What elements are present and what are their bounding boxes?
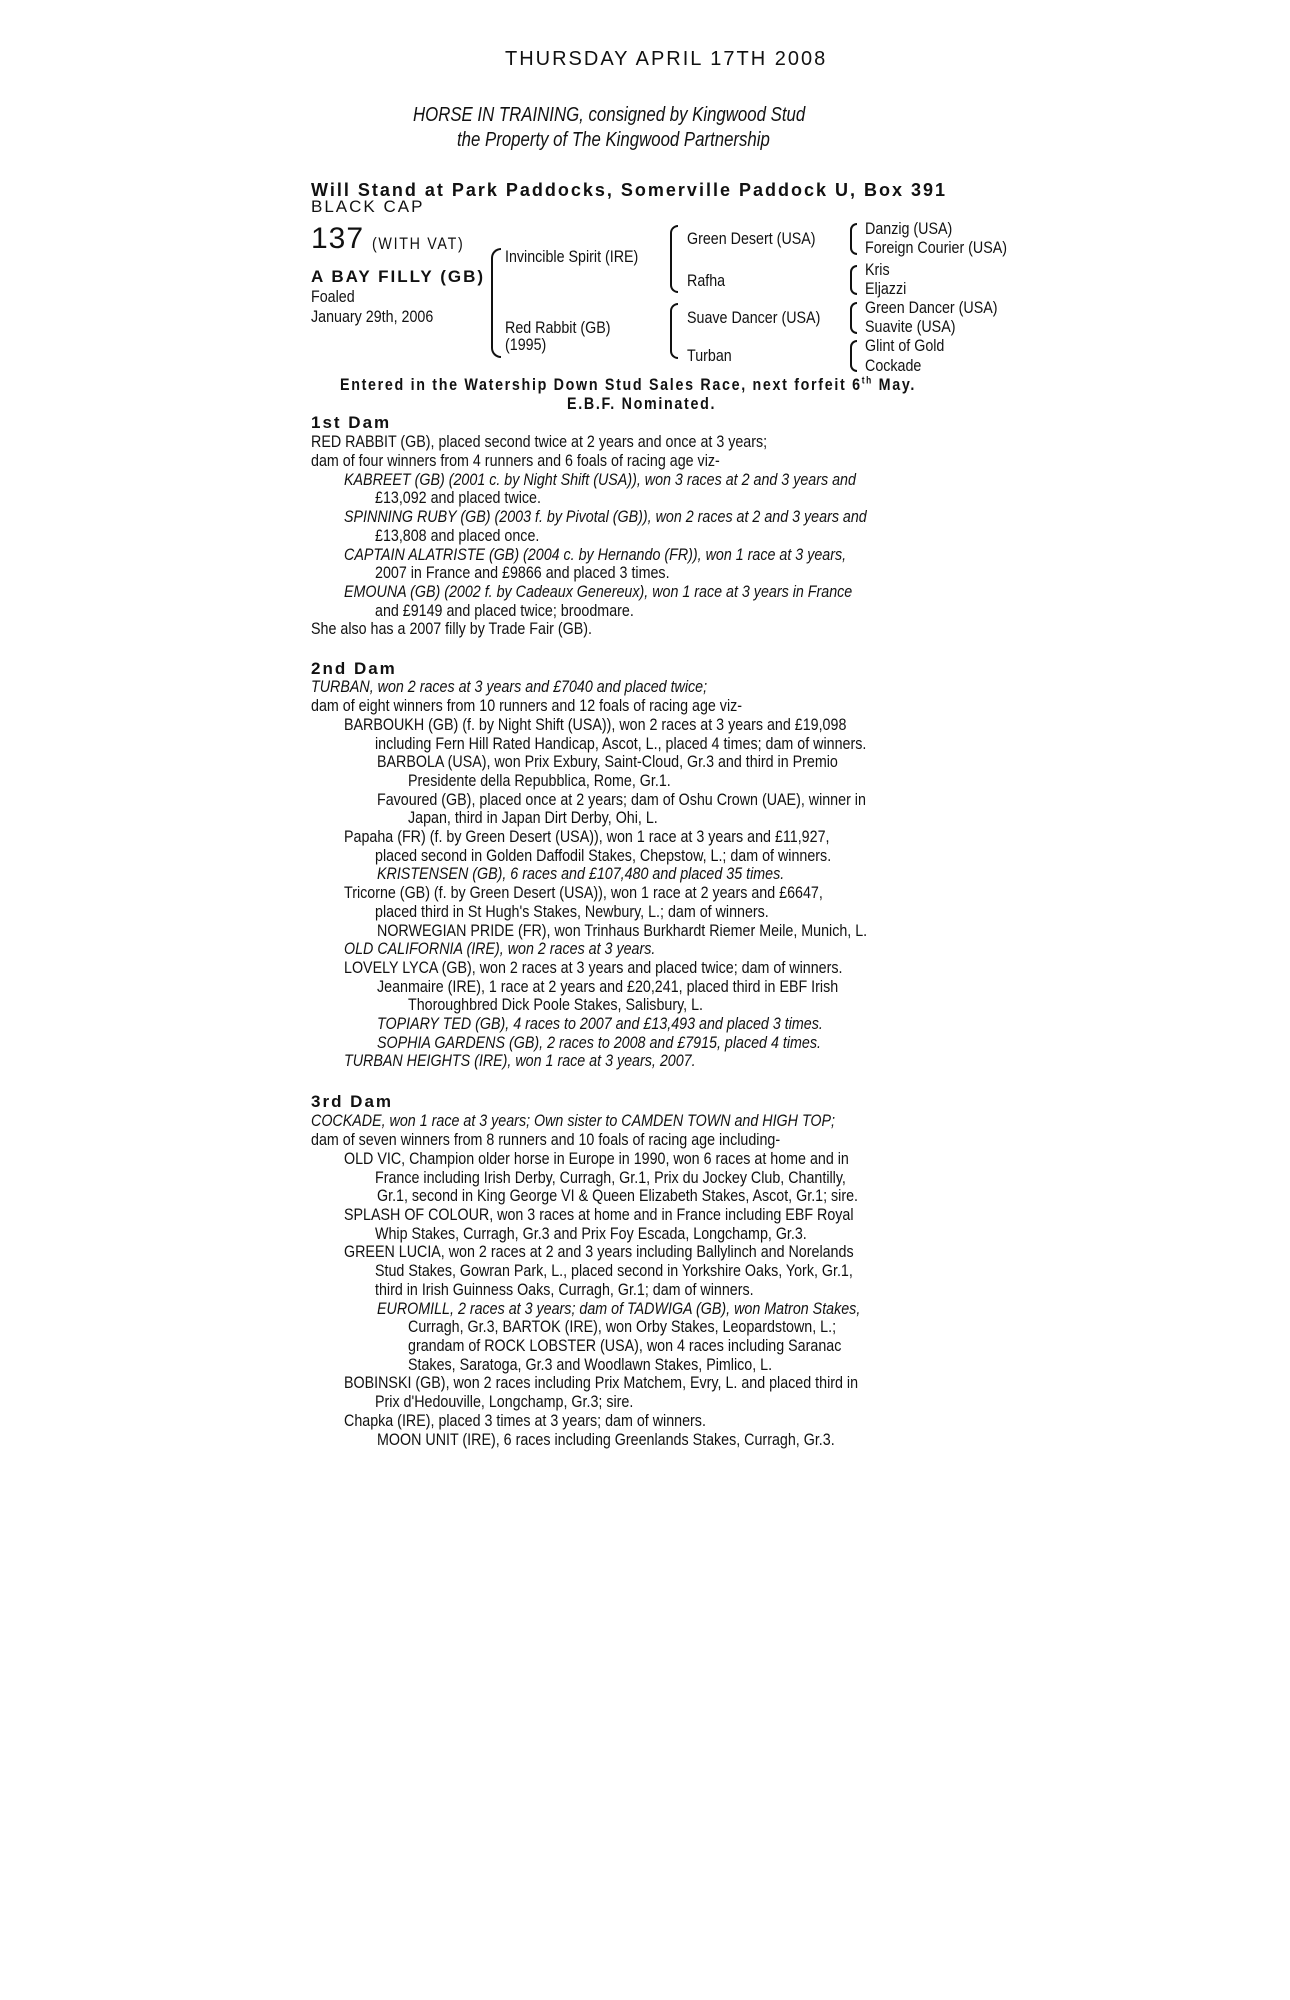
second-dam-line: including Fern Hill Rated Handicap, Ascot, L., placed 4 times; dam of winners. [375, 734, 867, 753]
pedigree-g7: Glint of Gold [865, 336, 945, 355]
second-dam-line: dam of eight winners from 10 runners and 12 foals of racing age viz- [311, 696, 743, 715]
third-dam-line: dam of seven winners from 8 runners and 10 foals of racing age including- [311, 1130, 781, 1149]
first-dam-line: EMOUNA (GB) (2002 f. by Cadeaux Genereux), won 1 race at 3 years in France [344, 582, 853, 601]
pedigree-sire-dam: Rafha [687, 271, 726, 290]
first-dam-line: 2007 in France and £9866 and placed 3 times. [375, 563, 670, 582]
second-dam-line: Favoured (GB), placed once at 2 years; dam of Oshu Crown (UAE), winner in [377, 790, 866, 809]
second-dam-line: LOVELY LYCA (GB), won 2 races at 3 years and placed twice; dam of winners. [344, 958, 843, 977]
second-dam-line: KRISTENSEN (GB), 6 races and £107,480 and placed 35 times. [377, 864, 785, 883]
third-dam-heading: 3rd Dam [311, 1092, 394, 1111]
second-dam-line: Tricorne (GB) (f. by Green Desert (USA)), won 1 race at 2 years and £6647, [344, 883, 823, 902]
second-dam-line: OLD CALIFORNIA (IRE), won 2 races at 3 years. [344, 939, 656, 958]
third-dam-line: Chapka (IRE), placed 3 times at 3 years; dam of winners. [344, 1411, 706, 1430]
race-entry-line [340, 375, 916, 395]
horse-name: BLACK CAP [311, 197, 425, 216]
first-dam-line: SPINNING RUBY (GB) (2003 f. by Pivotal (GB)), won 2 races at 2 and 3 years and [344, 507, 867, 526]
g3-brace [850, 302, 857, 334]
second-dam-line: placed third in St Hugh's Stakes, Newbury, L.; dam of winners. [375, 902, 769, 921]
consignment-line-2: the Property of The Kingwood Partnership [457, 129, 770, 151]
g2-brace [850, 265, 857, 295]
race-entry-sup: th [861, 375, 874, 387]
horse-description: A BAY FILLY (GB) [311, 267, 486, 286]
vat-note: (WITH VAT) [372, 234, 465, 253]
lot-number: 137 [311, 222, 365, 255]
first-dam-line: She also has a 2007 filly by Trade Fair (GB). [311, 619, 592, 638]
pedigree-g5: Green Dancer (USA) [865, 298, 998, 317]
third-dam-line: COCKADE, won 1 race at 3 years; Own sister to CAMDEN TOWN and HIGH TOP; [311, 1111, 836, 1130]
pedigree-sire: Invincible Spirit (IRE) [505, 247, 639, 266]
consignment-line-1: HORSE IN TRAINING, consigned by Kingwood Stud [413, 104, 806, 126]
third-dam-line: Stud Stakes, Gowran Park, L., placed second in Yorkshire Oaks, York, Gr.1, [375, 1261, 853, 1280]
second-dam-line: TURBAN HEIGHTS (IRE), won 1 race at 3 years, 2007. [344, 1051, 696, 1070]
foaled-label: Foaled [311, 287, 355, 306]
pedigree-dam: Red Rabbit (GB) [505, 318, 611, 337]
pedigree-dam-dam: Turban [687, 346, 732, 365]
third-dam-line: OLD VIC, Champion older horse in Europe in 1990, won 6 races at home and in [344, 1149, 849, 1168]
third-dam-line: third in Irish Guinness Oaks, Curragh, Gr.1; dam of winners. [375, 1280, 754, 1299]
first-dam-line: and £9149 and placed twice; broodmare. [375, 601, 634, 620]
second-dam-line: placed second in Golden Daffodil Stakes, Chepstow, L.; dam of winners. [375, 846, 832, 865]
pedigree-dam-year: (1995) [505, 335, 547, 354]
third-dam-line: Whip Stakes, Curragh, Gr.3 and Prix Foy Escada, Longchamp, Gr.3. [375, 1224, 807, 1243]
pedigree-g8: Cockade [865, 356, 922, 375]
foaled-date: January 29th, 2006 [311, 307, 434, 326]
second-dam-line: BARBOLA (USA), won Prix Exbury, Saint-Cloud, Gr.3 and third in Premio [377, 752, 838, 771]
second-dam-line: Papaha (FR) (f. by Green Desert (USA)), won 1 race at 3 years and £11,927, [344, 827, 830, 846]
first-dam-line: KABREET (GB) (2001 c. by Night Shift (USA)), won 3 races at 2 and 3 years and [344, 470, 856, 489]
second-dam-line: TOPIARY TED (GB), 4 races to 2007 and £13,493 and placed 3 times. [377, 1014, 823, 1033]
third-dam-line: GREEN LUCIA, won 2 races at 2 and 3 years including Ballylinch and Norelands [344, 1242, 854, 1261]
third-dam-line: SPLASH OF COLOUR, won 3 races at home and in France including EBF Royal [344, 1205, 854, 1224]
first-dam-line: dam of four winners from 4 runners and 6 foals of racing age viz- [311, 451, 720, 470]
first-dam-line: £13,092 and placed twice. [375, 488, 541, 507]
third-dam-line: Prix d'Hedouville, Longchamp, Gr.3; sire. [375, 1392, 634, 1411]
pedigree-g6: Suavite (USA) [865, 317, 956, 336]
second-dam-heading: 2nd Dam [311, 659, 397, 678]
sire-dam-brace [491, 248, 501, 358]
sale-date: THURSDAY APRIL 17TH 2008 [505, 48, 828, 70]
third-dam-line: Curragh, Gr.3, BARTOK (IRE), won Orby Stakes, Leopardstown, L.; [408, 1317, 837, 1336]
pedigree-g1: Danzig (USA) [865, 219, 953, 238]
second-dam-line: Japan, third in Japan Dirt Derby, Ohi, L. [408, 808, 658, 827]
pedigree-g3: Kris [865, 260, 890, 279]
first-dam-heading: 1st Dam [311, 413, 392, 432]
pedigree-g4: Eljazzi [865, 279, 907, 298]
first-dam-line: £13,808 and placed once. [375, 526, 540, 545]
third-dam-line: MOON UNIT (IRE), 6 races including Greenlands Stakes, Curragh, Gr.3. [377, 1430, 835, 1449]
second-dam-line: Presidente della Repubblica, Rome, Gr.1. [408, 771, 671, 790]
third-dam-line: Stakes, Saratoga, Gr.3 and Woodlawn Stakes, Pimlico, L. [408, 1355, 773, 1374]
race-entry-month: May. [873, 375, 917, 394]
stand-location: Will Stand at Park Paddocks, Somerville Paddock U, Box 391 [311, 180, 948, 200]
third-dam-line: grandam of ROCK LOBSTER (USA), won 4 races including Saranac [408, 1336, 842, 1355]
second-dam-line: Thoroughbred Dick Poole Stakes, Salisbury, L. [408, 995, 704, 1014]
first-dam-line: CAPTAIN ALATRISTE (GB) (2004 c. by Hernando (FR)), won 1 race at 3 years, [344, 545, 847, 564]
third-dam-line: Gr.1, second in King George VI & Queen Elizabeth Stakes, Ascot, Gr.1; sire. [377, 1186, 859, 1205]
pedigree-g2: Foreign Courier (USA) [865, 238, 1008, 257]
second-dam-line: NORWEGIAN PRIDE (FR), won Trinhaus Burkhardt Riemer Meile, Munich, L. [377, 921, 868, 940]
dam-parents-brace [670, 303, 678, 359]
pedigree-dam-sire: Suave Dancer (USA) [687, 308, 821, 327]
second-dam-line: BARBOUKH (GB) (f. by Night Shift (USA)), won 2 races at 3 years and £19,098 [344, 715, 847, 734]
second-dam-line: SOPHIA GARDENS (GB), 2 races to 2008 and £7915, placed 4 times. [377, 1033, 821, 1052]
ebf-nominated: E.B.F. Nominated. [567, 394, 717, 413]
first-dam-line: RED RABBIT (GB), placed second twice at 2 years and once at 3 years; [311, 432, 768, 451]
g4-brace [850, 340, 857, 372]
race-entry-text: Entered in the Watership Down Stud Sales Race, next forfeit 6 [340, 375, 862, 394]
third-dam-line: EUROMILL, 2 races at 3 years; dam of TADWIGA (GB), won Matron Stakes, [377, 1299, 861, 1318]
third-dam-line: BOBINSKI (GB), won 2 races including Prix Matchem, Evry, L. and placed third in [344, 1373, 859, 1392]
second-dam-line: Jeanmaire (IRE), 1 race at 2 years and £20,241, placed third in EBF Irish [377, 977, 839, 996]
pedigree-sire-sire: Green Desert (USA) [687, 229, 816, 248]
sire-parents-brace [670, 225, 678, 293]
g1-brace [850, 223, 857, 255]
second-dam-line: TURBAN, won 2 races at 3 years and £7040 and placed twice; [311, 677, 708, 696]
third-dam-line: France including Irish Derby, Curragh, Gr.1, Prix du Jockey Club, Chantilly, [375, 1168, 846, 1187]
